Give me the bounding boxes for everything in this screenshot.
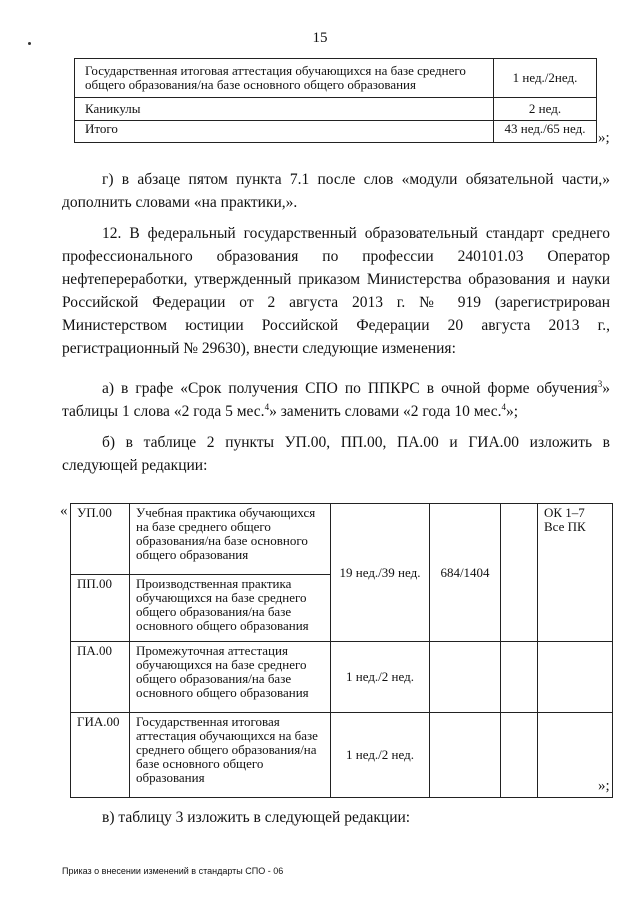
empty-cell [430, 642, 501, 713]
paragraph-b: б) в таблице 2 пункты УП.00, ПП.00, ПА.00 и ГИА.00 изложить в следующей редакции: [62, 434, 610, 474]
row-name: Государственная итоговая аттестация обучающихся на базе среднего общего образования/на базе основного общего образования [130, 713, 331, 798]
paragraph-g: г) в абзаце пятом пункта 7.1 после слов «модули обязательной части,» дополнить словами «на практики,». [62, 171, 610, 211]
row-name: Государственная итоговая аттестация обучающихся на базе среднего общего образования/на базе основного общего образования [75, 59, 494, 98]
table-row [75, 121, 597, 143]
footer-note: Приказ о внесении изменений в стандарты СПО - 06 [62, 866, 284, 876]
row-name: Промежуточная аттестация обучающихся на базе среднего общего образования/на базе основного общего образования [130, 642, 331, 713]
row-name: Учебная практика обучающихся на базе среднего общего образования/на базе основного общего образования [130, 504, 331, 575]
paragraph-v: в) таблицу 3 изложить в следующей редакции: [102, 809, 411, 826]
closing-quote: »; [598, 778, 610, 794]
table-row [71, 504, 613, 575]
practice-table [70, 503, 613, 798]
row-code: ПП.00 [71, 575, 130, 642]
practice-hours: 684/1404 [430, 504, 501, 642]
page-number: 15 [312, 30, 328, 46]
row-code: ПА.00 [71, 642, 130, 713]
paragraph-a: а) в графе «Срок получения СПО по ППКРС в очной форме обучения$^3$» таблицы 1 слова «2 года 5 мес.$^4$» заменить словами «2 года 10 мес.$^4$»; [62, 379, 610, 420]
competencies: ОК 1–7 Все ПК [538, 504, 613, 642]
closing-quote: »; [598, 130, 610, 146]
empty-cell [430, 713, 501, 798]
table-row [75, 59, 597, 98]
row-name: Каникулы [75, 98, 494, 121]
row-name: Итого [75, 121, 494, 143]
row-value: 1 нед./2нед. [494, 59, 597, 98]
row-value: 43 нед./65 нед. [494, 121, 597, 143]
row-weeks: 1 нед./2 нед. [331, 713, 430, 798]
row-weeks: 1 нед./2 нед. [331, 642, 430, 713]
practice-weeks: 19 нед./39 нед. [331, 504, 430, 642]
table-row [71, 642, 613, 713]
table-row [71, 713, 613, 798]
summary-table [74, 58, 597, 143]
empty-cell [538, 642, 613, 713]
paragraph-12: 12. В федеральный государственный образовательный стандарт среднего профессионального образования по профессии 240101.03 Оператор нефтепереработки, утвержденный приказом Министерства образования и науки Российской Федерации от 2 августа 2013 г. № 919 (зарегистрирован Министерством юстиции Российской Федерации 20 августа 2013 г., регистрационный № 29630), внести следующие изменения: [62, 225, 610, 357]
table-row [75, 98, 597, 121]
row-value: 2 нед. [494, 98, 597, 121]
empty-cell [501, 642, 538, 713]
row-code: ГИА.00 [71, 713, 130, 798]
empty-cell [501, 504, 538, 642]
row-code: УП.00 [71, 504, 130, 575]
open-quote: « [60, 503, 68, 519]
empty-cell [501, 713, 538, 798]
row-name: Производственная практика обучающихся на базе среднего общего образования/на базе основного общего образования [130, 575, 331, 642]
